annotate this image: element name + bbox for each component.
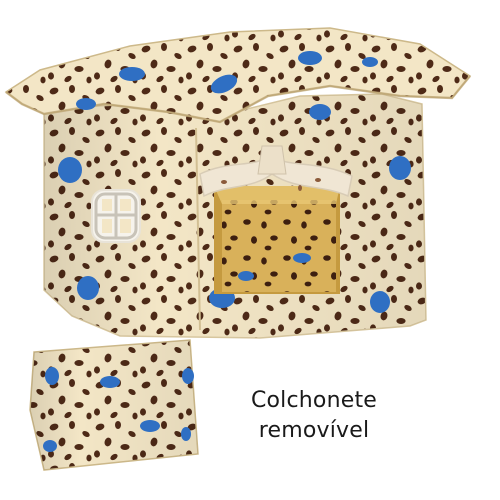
doorway [214,186,340,294]
mat-caption-line2: removível [258,418,370,443]
pet-house [6,28,470,338]
window [92,190,140,242]
removable-mat [30,340,198,470]
mat-caption-line1: Colchonete [250,388,378,413]
mat-caption [228,386,400,446]
